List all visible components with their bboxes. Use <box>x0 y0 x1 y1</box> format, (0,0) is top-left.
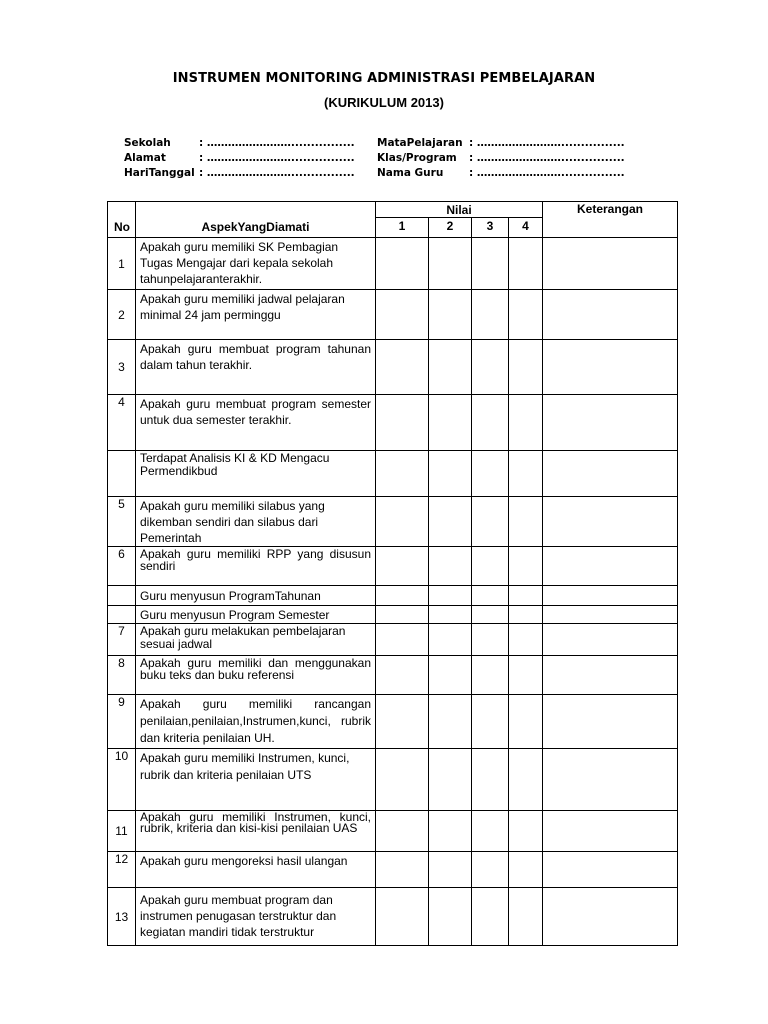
score-cell[interactable] <box>376 888 429 946</box>
score-cell[interactable] <box>472 238 509 290</box>
keterangan-cell[interactable] <box>543 340 678 395</box>
row-number <box>108 586 136 606</box>
score-cell[interactable] <box>472 624 509 656</box>
row-aspect: Apakah guru membuat program dan instrumen penugasan terstruktur dan kegiatan mandiri tidak terstruktur <box>136 888 376 946</box>
score-cell[interactable] <box>509 547 543 586</box>
score-cell[interactable] <box>429 624 472 656</box>
row-aspect: Apakah guru memiliki RPP yang disusun sendiri <box>136 547 376 586</box>
score-cell[interactable] <box>429 497 472 547</box>
score-cell[interactable] <box>509 290 543 340</box>
score-cell[interactable] <box>472 656 509 695</box>
row-aspect: Apakah guru memiliki SK Pembagian Tugas Mengajar dari kepala sekolah tahunpelajaranterakhir. <box>136 238 376 290</box>
table-row <box>108 749 678 811</box>
keterangan-cell[interactable] <box>543 656 678 695</box>
row-aspect: Apakah guru memiliki rancangan penilaian,penilaian,Instrumen,kunci, rubrik dan kriteria penilaian UH. <box>136 695 376 749</box>
table-row <box>108 811 678 852</box>
header-no: No <box>108 202 136 238</box>
score-cell[interactable] <box>472 811 509 852</box>
table-row <box>108 497 678 547</box>
score-cell[interactable] <box>509 852 543 888</box>
score-cell[interactable] <box>472 749 509 811</box>
table-row <box>108 547 678 586</box>
header-nilai-1: 1 <box>376 218 429 238</box>
score-cell[interactable] <box>472 606 509 624</box>
keterangan-cell[interactable] <box>543 547 678 586</box>
score-cell[interactable] <box>472 497 509 547</box>
score-cell[interactable] <box>376 586 429 606</box>
row-number: 12 <box>108 852 136 888</box>
meta-field-klas-program: Klas/Program : ……………………................ <box>377 152 625 164</box>
score-cell[interactable] <box>429 238 472 290</box>
table-row <box>108 340 678 395</box>
score-cell[interactable] <box>472 451 509 497</box>
score-cell[interactable] <box>376 340 429 395</box>
row-aspect: Apakah guru membuat program tahunan dalam tahun terakhir. <box>136 340 376 395</box>
score-cell[interactable] <box>376 290 429 340</box>
row-aspect: Apakah guru memiliki silabus yang dikemban sendiri dan silabus dari Pemerintah <box>136 497 376 547</box>
keterangan-cell[interactable] <box>543 395 678 451</box>
score-cell[interactable] <box>429 656 472 695</box>
score-cell[interactable] <box>509 606 543 624</box>
row-number: 5 <box>108 497 136 547</box>
score-cell[interactable] <box>472 547 509 586</box>
row-aspect: Apakah guru memiliki dan menggunakan buku teks dan buku referensi <box>136 656 376 695</box>
keterangan-cell[interactable] <box>543 852 678 888</box>
row-aspect: Guru menyusun ProgramTahunan <box>136 586 376 606</box>
table-row <box>108 852 678 888</box>
keterangan-cell[interactable] <box>543 451 678 497</box>
meta-field-alamat: Alamat : ……………………................ <box>124 152 355 164</box>
table-row <box>108 238 678 290</box>
row-aspect: Apakah guru melakukan pembelajaran sesuai jadwal <box>136 624 376 656</box>
keterangan-cell[interactable] <box>543 749 678 811</box>
score-cell[interactable] <box>509 340 543 395</box>
row-number: 13 <box>108 888 136 946</box>
row-number: 11 <box>108 811 136 852</box>
score-cell[interactable] <box>509 238 543 290</box>
row-number: 9 <box>108 695 136 749</box>
header-nilai-3: 3 <box>472 218 509 238</box>
score-cell[interactable] <box>472 586 509 606</box>
score-cell[interactable] <box>376 497 429 547</box>
score-cell[interactable] <box>376 547 429 586</box>
header-keterangan: Keterangan <box>543 202 678 238</box>
score-cell[interactable] <box>376 238 429 290</box>
keterangan-cell[interactable] <box>543 290 678 340</box>
score-cell[interactable] <box>429 749 472 811</box>
row-aspect: Apakah guru memiliki Instrumen, kunci, rubrik dan kriteria penilaian UTS <box>136 749 376 811</box>
table-row <box>108 695 678 749</box>
score-cell[interactable] <box>472 695 509 749</box>
row-number <box>108 451 136 497</box>
score-cell[interactable] <box>429 451 472 497</box>
meta-field-sekolah: Sekolah : ……………………................ <box>124 137 355 149</box>
score-cell[interactable] <box>509 749 543 811</box>
document-title: INSTRUMEN MONITORING ADMINISTRASI PEMBELAJARAN <box>172 71 596 86</box>
document-subtitle: (KURIKULUM 2013) <box>324 95 444 110</box>
score-cell[interactable] <box>376 811 429 852</box>
score-cell[interactable] <box>509 811 543 852</box>
score-cell[interactable] <box>429 340 472 395</box>
row-aspect: Apakah guru memiliki jadwal pelajaran minimal 24 jam perminggu <box>136 290 376 340</box>
row-number: 8 <box>108 656 136 695</box>
row-aspect: Guru menyusun Program Semester <box>136 606 376 624</box>
score-cell[interactable] <box>472 888 509 946</box>
score-cell[interactable] <box>509 395 543 451</box>
score-cell[interactable] <box>509 888 543 946</box>
monitoring-table <box>107 201 678 946</box>
score-cell[interactable] <box>376 656 429 695</box>
score-cell[interactable] <box>429 888 472 946</box>
header-nilai-2: 2 <box>429 218 472 238</box>
score-cell[interactable] <box>472 852 509 888</box>
meta-right <box>377 136 625 181</box>
table-row <box>108 624 678 656</box>
score-cell[interactable] <box>509 451 543 497</box>
row-number: 3 <box>108 340 136 395</box>
score-cell[interactable] <box>376 852 429 888</box>
score-cell[interactable] <box>429 606 472 624</box>
row-aspect: Apakah guru membuat program semester untuk dua semester terakhir. <box>136 395 376 451</box>
row-aspect: Terdapat Analisis KI & KD Mengacu Permendikbud <box>136 451 376 497</box>
meta-field-nama-guru: Nama Guru : ……………………................ <box>377 167 625 179</box>
score-cell[interactable] <box>429 547 472 586</box>
score-cell[interactable] <box>509 656 543 695</box>
keterangan-cell[interactable] <box>543 624 678 656</box>
score-cell[interactable] <box>429 695 472 749</box>
score-cell[interactable] <box>509 586 543 606</box>
score-cell[interactable] <box>429 811 472 852</box>
meta-left <box>124 136 355 181</box>
row-number: 1 <box>108 238 136 290</box>
keterangan-cell[interactable] <box>543 497 678 547</box>
header-nilai-4: 4 <box>509 218 543 238</box>
table-row <box>108 888 678 946</box>
score-cell[interactable] <box>376 606 429 624</box>
score-cell[interactable] <box>472 290 509 340</box>
table-row <box>108 606 678 624</box>
table-row <box>108 451 678 497</box>
row-number: 7 <box>108 624 136 656</box>
row-number: 4 <box>108 395 136 451</box>
keterangan-cell[interactable] <box>543 586 678 606</box>
table-row <box>108 395 678 451</box>
keterangan-cell[interactable] <box>543 606 678 624</box>
keterangan-cell[interactable] <box>543 888 678 946</box>
score-cell[interactable] <box>376 695 429 749</box>
score-cell[interactable] <box>429 290 472 340</box>
score-cell[interactable] <box>509 497 543 547</box>
score-cell[interactable] <box>376 749 429 811</box>
meta-field-matapelajaran: MataPelajaran : ……………………................ <box>377 137 625 149</box>
score-cell[interactable] <box>376 395 429 451</box>
score-cell[interactable] <box>376 451 429 497</box>
row-number <box>108 606 136 624</box>
table-row <box>108 656 678 695</box>
row-number: 10 <box>108 749 136 811</box>
score-cell[interactable] <box>376 624 429 656</box>
row-aspect: Apakah guru memiliki Instrumen, kunci, rubrik, kriteria dan kisi-kisi penilaian UAS <box>136 811 376 852</box>
score-cell[interactable] <box>509 695 543 749</box>
meta-field-haritanggal: HariTanggal : ……………………................ <box>124 167 355 179</box>
keterangan-cell[interactable] <box>543 695 678 749</box>
keterangan-cell[interactable] <box>543 811 678 852</box>
row-number: 2 <box>108 290 136 340</box>
row-number: 6 <box>108 547 136 586</box>
score-cell[interactable] <box>429 586 472 606</box>
score-cell[interactable] <box>472 340 509 395</box>
keterangan-cell[interactable] <box>543 238 678 290</box>
score-cell[interactable] <box>472 395 509 451</box>
header-aspek: AspekYangDiamati <box>136 202 376 238</box>
table-row <box>108 586 678 606</box>
score-cell[interactable] <box>429 852 472 888</box>
header-nilai: Nilai <box>376 202 543 218</box>
table-row <box>108 290 678 340</box>
score-cell[interactable] <box>429 395 472 451</box>
score-cell[interactable] <box>509 624 543 656</box>
row-aspect: Apakah guru mengoreksi hasil ulangan <box>136 852 376 888</box>
